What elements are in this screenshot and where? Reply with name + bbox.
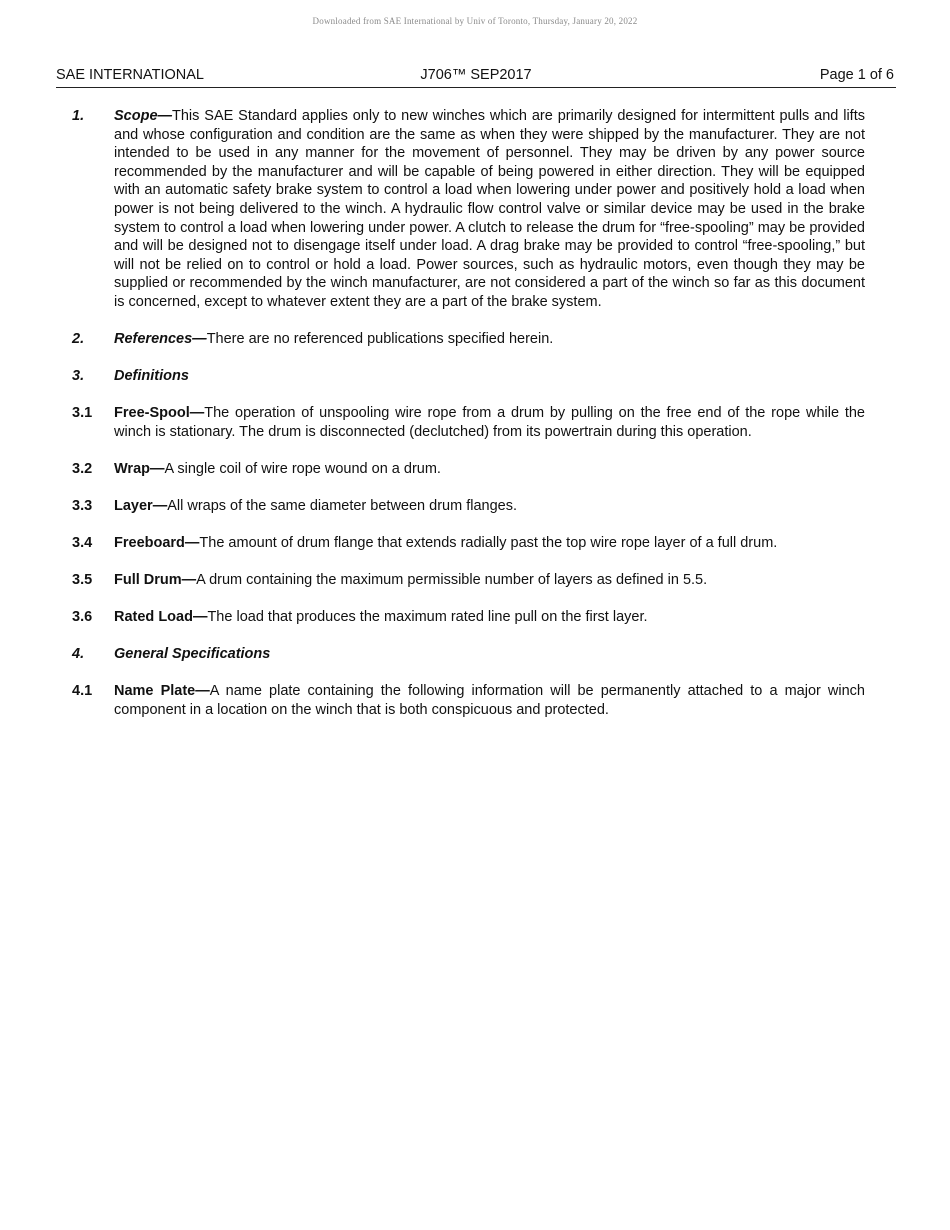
section-title: Definitions — [114, 368, 189, 385]
section-body — [114, 645, 865, 664]
section-title: General Specifications — [114, 646, 271, 663]
section-title: Scope— — [114, 108, 173, 124]
section-scope — [0, 107, 950, 312]
definition-freeboard — [0, 534, 950, 553]
section-text: The amount of drum flange that extends radially past the top wire rope layer of a full drum. — [199, 535, 778, 552]
section-number: 3.5 — [72, 572, 93, 589]
section-text: The load that produces the maximum rated line pull on the first layer. — [207, 609, 648, 626]
section-title: Free-Spool— — [114, 405, 205, 422]
section-number: 3.4 — [72, 535, 93, 552]
section-number: 4.1 — [72, 683, 93, 700]
download-banner: Downloaded from SAE International by Univ of Toronto, Thursday, January 20, 2022 — [312, 16, 638, 26]
definition-rated-load — [0, 608, 950, 627]
section-body — [114, 404, 865, 441]
definition-wrap — [0, 460, 950, 479]
definition-free-spool — [0, 404, 950, 441]
section-body — [114, 460, 865, 479]
section-body — [114, 534, 865, 553]
section-body — [114, 571, 865, 590]
section-title: Layer— — [114, 498, 168, 514]
section-definitions — [0, 367, 950, 386]
header-document-id: J706™ SEP2017 — [420, 67, 532, 83]
document-body — [0, 107, 950, 738]
section-title: Full Drum— — [114, 572, 197, 589]
section-title: References— — [114, 331, 207, 348]
spec-name-plate — [0, 682, 950, 719]
section-number: 4. — [72, 646, 85, 663]
section-number: 3.2 — [72, 460, 93, 477]
section-text: A single coil of wire rope wound on a drum. — [164, 460, 441, 477]
section-body — [114, 682, 865, 719]
section-number: 3. — [72, 368, 85, 385]
section-text: This SAE Standard applies only to new winches which are primarily designed for intermittent pulls and lifts and whose configuration and condition are the same as when they were shipped by the manufacturer. They are not intended to be used in any manner for the movement of personnel. They may be driven by any power source recommended by the manufacturer and will be capable of being powered in either direction. They will be equipped with an automatic safety brake system to control a load when lowering under power and positively hold a load when power is not being delivered to the winch. A hydraulic flow control valve or similar device may be used in the brake system to control a load when lowering under power. A clutch to release the drum for “free-spooling” may be provided and will be designed not to disengage itself under load. A drag brake may be provided to control “free-spooling,” but will not be relied on to control or hold a load. Power sources, such as hydraulic motors, even though they may be supplied or recommended by the winch manufacturer, are not considered a part of the winch so far as this document is concerned, except to whatever extent they are a part of the brake system. — [114, 108, 865, 310]
section-general-specifications — [0, 645, 950, 664]
section-body — [114, 107, 865, 312]
section-body — [114, 367, 865, 386]
section-text: A name plate containing the following information will be permanently attached to a major winch component in a location on the winch that is both conspicuous and protected. — [114, 683, 865, 719]
section-number: 2. — [72, 331, 85, 348]
section-text: There are no referenced publications specified herein. — [206, 331, 554, 348]
section-body — [114, 330, 865, 349]
section-number: 3.3 — [72, 498, 93, 514]
section-text: The operation of unspooling wire rope from a drum by pulling on the free end of the rope while the winch is stationary. The drum is disconnected (declutched) from its powertrain during this operation. — [114, 405, 865, 440]
section-text: All wraps of the same diameter between drum flanges. — [167, 498, 517, 514]
section-references — [0, 330, 950, 349]
definition-layer — [0, 497, 950, 516]
header-page-number: Page 1 of 6 — [819, 67, 894, 83]
section-title: Freeboard— — [114, 535, 200, 552]
running-header — [56, 67, 896, 88]
section-title: Wrap— — [114, 460, 165, 477]
section-number: 1. — [72, 108, 85, 124]
section-number: 3.1 — [72, 405, 93, 422]
section-title: Name Plate— — [114, 683, 210, 700]
header-publisher: SAE INTERNATIONAL — [56, 67, 204, 83]
section-number: 3.6 — [72, 609, 93, 626]
section-body — [114, 497, 865, 516]
section-body — [114, 608, 865, 627]
section-text: A drum containing the maximum permissible number of layers as defined in 5.5. — [196, 572, 708, 589]
section-title: Rated Load— — [114, 609, 208, 626]
definition-full-drum — [0, 571, 950, 590]
